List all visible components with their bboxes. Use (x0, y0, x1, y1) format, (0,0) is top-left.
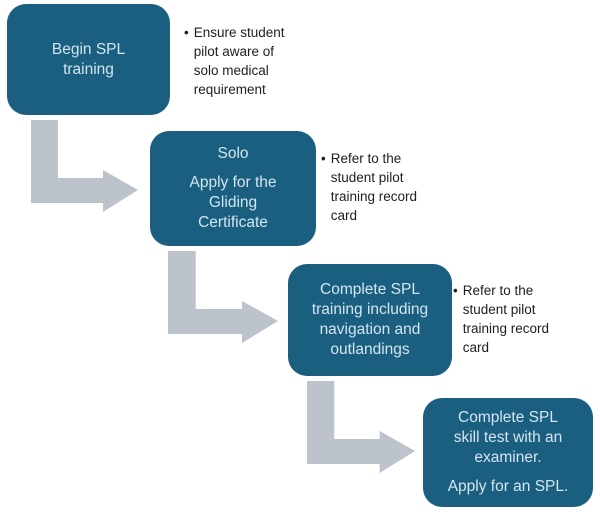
step-box-text: Begin SPL training (51, 40, 126, 78)
note-text: Refer to the student pilot training record card (462, 283, 550, 355)
step-note-training-record-1 (321, 149, 441, 225)
step-note-training-record-2 (453, 281, 573, 357)
step-box-text: Complete SPL training including navigation and outlandings (311, 281, 429, 358)
bullet-marker: • (184, 25, 189, 40)
step-box-skill-test-apply-spl (423, 398, 593, 507)
step-box-begin-spl-training (7, 4, 170, 115)
bullet-marker: • (453, 283, 458, 298)
step-box-text: Apply for an SPL. (447, 478, 569, 495)
step-box-text: Solo (217, 145, 249, 162)
elbow-arrow-icon (168, 251, 278, 343)
step-box-complete-spl-training (288, 264, 452, 376)
elbow-arrow-icon (31, 120, 138, 212)
step-box-text: Apply for the Gliding Certificate (189, 174, 277, 231)
elbow-arrow-icon (307, 381, 415, 473)
step-note-solo-medical (184, 23, 304, 99)
step-box-solo-gliding-certificate (150, 131, 316, 246)
step-box-text: Complete SPL skill test with an examiner. (453, 409, 563, 466)
note-text: Refer to the student pilot training record card (330, 151, 418, 223)
note-text: Ensure student pilot aware of solo medical requirement (193, 25, 285, 97)
bullet-marker: • (321, 151, 326, 166)
